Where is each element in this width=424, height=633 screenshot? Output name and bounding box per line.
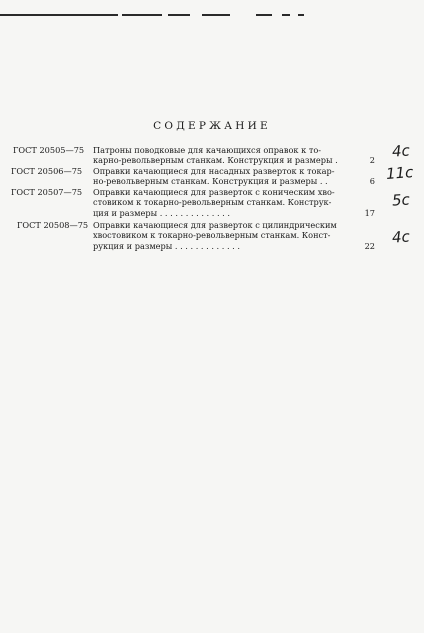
description-line: ция и размеры . . . . . . . . . . . . . .: [93, 207, 230, 218]
entry-description: [93, 187, 363, 218]
entry-description: [93, 166, 363, 187]
page-number: 2: [369, 155, 375, 166]
description-line: Патроны поводковые для качающихся оправок к то-: [93, 145, 322, 155]
description-line: стовиком к токарно-револьверным станкам. Конструк-: [93, 197, 332, 208]
scan-border-artifact: [0, 14, 424, 18]
handwritten-note: 4с: [391, 227, 411, 247]
page-title: СОДЕРЖАНИЕ: [153, 120, 271, 132]
entry-description: [93, 220, 363, 251]
description-line: карно-револьверным станкам. Конструкция и размеры .: [93, 155, 338, 166]
standard-code: ГОСТ 20505—75: [13, 145, 85, 155]
page-number: 17: [364, 207, 375, 218]
handwritten-note: 11с: [385, 163, 414, 183]
description-line: Оправки качающиеся для разверток с коническим хво-: [93, 187, 335, 197]
description-line: Оправки качающиеся для разверток с цилиндрическим: [93, 220, 337, 230]
standard-code: ГОСТ 20507—75: [11, 187, 83, 197]
standard-code: ГОСТ 20506—75: [11, 166, 83, 176]
page-number: 22: [364, 240, 375, 251]
description-line: рукция и размеры . . . . . . . . . . . . .: [93, 240, 240, 251]
description-line: но-револьверным станкам. Конструкция и размеры . .: [93, 176, 328, 187]
handwritten-note: 5с: [391, 190, 411, 210]
page-number: 6: [369, 176, 375, 187]
standard-code: ГОСТ 20508—75: [17, 220, 89, 230]
handwritten-note: 4с: [391, 141, 411, 161]
description-line: Оправки качающиеся для насадных разверток к токар-: [93, 166, 335, 176]
entry-description: [93, 145, 363, 166]
description-line: хвостовиком к токарно-револьверным станкам. Конст-: [93, 230, 331, 241]
